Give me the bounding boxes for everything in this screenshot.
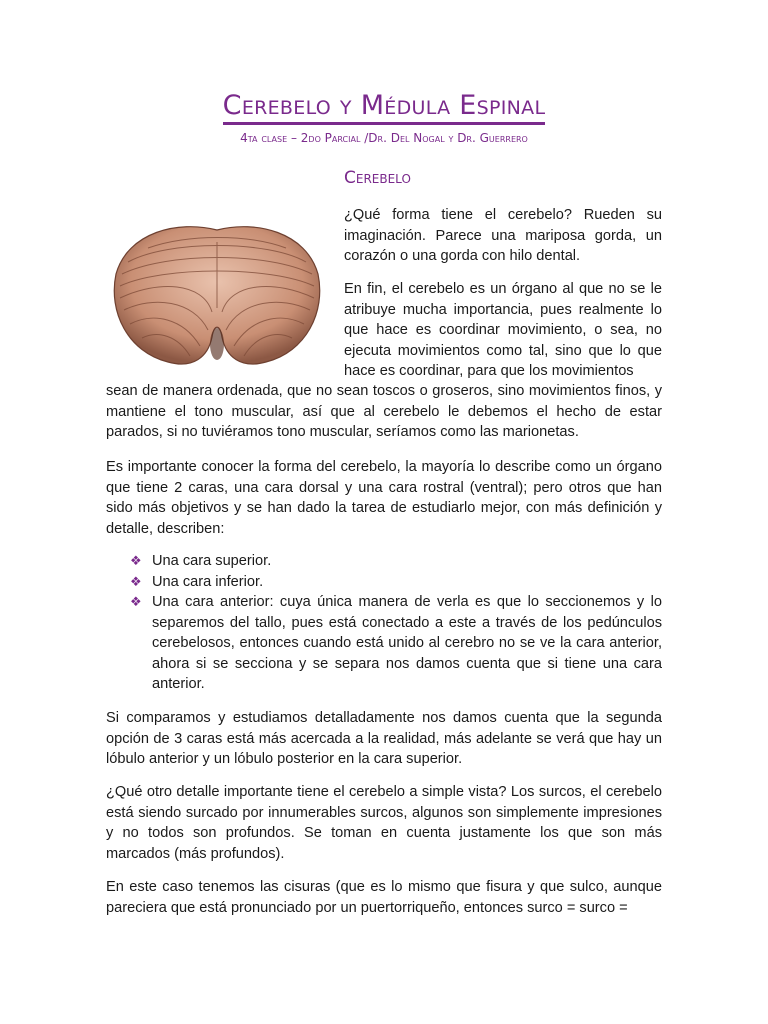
section-heading: Cerebelo [344,168,411,188]
paragraph-4: Es importante conocer la forma del cerebelo, la mayoría lo describe como un órgano que tiene 2 caras, una cara dorsal y una cara rostral (ventral); pero otros que han sido más objetivos y se han dado la tarea de estudiarlo mejor, con más definición y detalle, describen: [106,459,662,537]
list-item: ❖ Una cara anterior: cuya única manera de verla es que lo seccionemos y lo separemos del tallo, pues está conectado a este a través de los pedúnculos cerebelosos, entonces cuando está unido al cerebro no se ve la cara anterior, ahora si se secciona y se separa nos damos cuenta que si tiene una cara anterior. [130,594,662,692]
paragraph-2: En fin, el cerebelo es un órgano al que no se le atribuye mucha importancia, pues realmente lo que hace es coordinar movimiento, o sea, no ejecuta movimientos como tal, sino que lo que hace es coordinar, para que los movimientos [344,281,662,379]
document-subtitle: 4ta clase – 2do Parcial /Dr. Del Nogal y Dr. Guerrero [240,131,528,145]
title-text: Cerebelo y Médula Espinal [223,90,546,125]
cerebellum-illustration [108,212,326,374]
bullet-list [130,551,662,695]
document-title [0,90,768,121]
diamond-bullet-icon: ❖ [130,553,142,568]
paragraph-3: sean de manera ordenada, que no sean toscos o groseros, sino movimientos finos, y mantiene el tono muscular, así que al cerebelo le debemos el hecho de estar parados, si no tuviéramos tono muscular, seríamos como las marionetas. [106,383,662,440]
paragraph-1: ¿Qué forma tiene el cerebelo? Rueden su imaginación. Parece una mariposa gorda, un corazón o una gorda con hilo dental. [344,207,662,264]
diamond-bullet-icon: ❖ [130,594,142,609]
list-item: ❖ Una cara superior. [130,551,662,572]
paragraph-5: Si comparamos y estudiamos detalladamente nos damos cuenta que la segunda opción de 3 caras está más acercada a la realidad, más adelante se verá que hay un lóbulo anterior y un lóbulo posterior en la cara superior. [106,710,662,767]
paragraph-7: En este caso tenemos las cisuras (que es lo mismo que fisura y que sulco, aunque pareciera que está pronunciado por un puertorriqueño, entonces surco = surco = [106,879,662,916]
diamond-bullet-icon: ❖ [130,573,142,589]
list-item: ❖ Una cara inferior. [130,572,662,593]
paragraph-6: ¿Qué otro detalle importante tiene el cerebelo a simple vista? Los surcos, el cerebelo está siendo surcado por innumerables surcos, algunos son simplemente impresiones y no todos son profundos. Se toman en cuenta justamente los que son más marcados (más profundos). [106,784,662,862]
